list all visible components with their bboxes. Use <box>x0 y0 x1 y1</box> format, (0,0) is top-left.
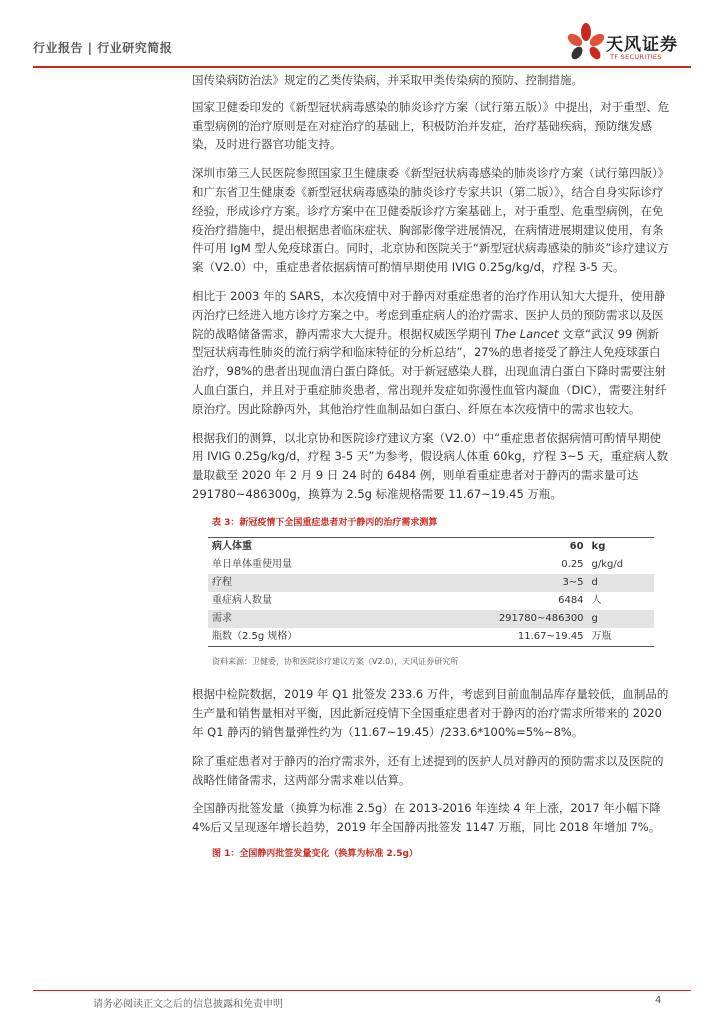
table-source: 资料来源：卫健委，协和医院诊疗建议方案（V2.0），天风证券研究所 <box>212 656 459 666</box>
figure-caption: 图 1：全国静丙批签发量变化（换算为标准 2.5g） <box>212 848 418 859</box>
row-unit: 万瓶 <box>588 628 654 647</box>
logo-flower-icon <box>566 22 606 64</box>
table-row <box>208 537 654 556</box>
row-value: 60 <box>424 537 588 556</box>
row-value: 11.67~19.45 <box>424 628 588 647</box>
row-value: 291780~486300 <box>424 610 588 628</box>
journal-name: The Lancet <box>494 326 559 341</box>
row-label: 疗程 <box>208 574 424 592</box>
header-divider <box>33 66 691 68</box>
row-label: 病人体重 <box>208 537 424 556</box>
brand-logo <box>566 22 696 64</box>
paragraph-7: 除了重症患者对于静丙的治疗需求外，还有上述提到的医护人员对静丙的预防需求以及医院的战略性储备需求，这两部分需求难以估算。 <box>192 753 664 787</box>
table-caption: 表 3：新冠疫情下全国重症患者对于静丙的治疗需求测算 <box>212 517 438 528</box>
table-row <box>208 556 654 574</box>
paragraph-8: 全国静丙批签发量（换算为标准 2.5g）在 2013-2016 年连续 4 年上涨，2017 年小幅下降 4%后又呈现逐年增长趋势，2019 年全国静丙批签发 1147 万瓶，同比 2018 年增加 7%。 <box>192 801 661 835</box>
report-body <box>192 71 670 864</box>
footer-disclaimer: 请务必阅读正文之后的信息披露和免责申明 <box>93 999 283 1010</box>
row-unit: kg <box>588 537 654 556</box>
table-row <box>208 610 654 628</box>
row-label: 单日单体重使用量 <box>212 558 292 570</box>
row-value: 0.25 <box>561 558 584 570</box>
paragraph-3: 深圳市第三人民医院参照国家卫生健康委《新型冠状病毒感染的肺炎诊疗方案（试行第四版）》和广东省卫生健康委《新型冠状病毒感染的肺炎诊疗专家共识（第二版）》，结合自身实际诊疗经验，形成诊疗方案。诊疗方案中在卫健委版诊疗方案基础上，对于重型、危重型病例，在免疫治疗措施中，提出根据患者临床症状、胸部影像学进展情况，在病情进展期建议使用，有条件可用 IgM 型人免疫球蛋白。同时，北京协和医院关于“新型冠状病毒感染的肺炎”诊疗建议方案（V2.0）中，重症患者依据病情可酌情早期使用 IVIG 0.25g/kg/d，疗程 3-5 天。 <box>192 166 670 275</box>
row-value: 3~5 <box>424 574 588 592</box>
table-row <box>208 628 654 647</box>
table-row <box>208 592 654 610</box>
paragraph-1: 国传染病防治法》规定的乙类传染病，并采取甲类传染病的预防、控制措施。 <box>192 73 583 87</box>
paragraph-4-part-2: 文章“武汉 99 例新型冠状病毒性肺炎的流行病学和临床特征的分析总结”，27%的患者接受了静注人免疫球蛋白治疗，98%的患者出现血清白蛋白降低。对于新冠感染人群，出现血清白蛋白下降时需要注射人血白蛋白，并且对于重症肺炎患者，常出现并发症如弥漫性血管内凝血（DIC），需要注射纤原治疗。因此除静丙外，其他治疗性血制品如白蛋白、纤原在本次疫情中的需求也较大。 <box>192 326 667 416</box>
paragraph-4 <box>192 287 670 419</box>
row-value: 6484 <box>558 594 584 606</box>
paragraph-6: 根据中检院数据，2019 年 Q1 批签发 233.6 万件，考虑到目前血制品库存量较低，血制品的生产量和销售量相对平衡，因此新冠疫情下全国重症患者对于静丙的治疗需求所带来的 2020 年 Q1 静丙的销售量弹性约为（11.67~19.45）/233.6*100%=5%~8%。 <box>192 687 669 739</box>
row-unit: 人 <box>591 594 602 606</box>
logo-text-cn: 天风证券 <box>606 35 678 55</box>
paragraph-4-part-1: 相比于 2003 年的 SARS，本次疫情中对于静丙对重症患者的治疗作用认知大大提升，使用静丙治疗已经进入地方诊疗方案之中。考虑到重症病人的治疗需求、医护人员的预防需求以及医院的战略储备需求，静丙需求大大提升。根据权威医学期刊 <box>192 288 666 341</box>
footer-divider <box>33 990 691 991</box>
row-unit: g <box>588 610 654 628</box>
paragraph-5: 根据我们的测算，以北京协和医院诊疗建议方案（V2.0）中“重症患者依据病情可酌情早期使用 IVIG 0.25g/kg/d，疗程 3-5 天”为参考，假设病人体重 60kg，疗程 3~5 天，重症病人数量取截至 2020 年 2 月 9 日 24 时的 6484 例，则单看重症患者对于静丙的需求量可达 291780~486300g，换算为 2.5g 标准规格需要 11.67~19.45 万瓶。 <box>192 430 669 501</box>
row-label: 重症病人数量 <box>212 594 272 606</box>
logo-text-en: TF SECURITIES <box>610 53 662 61</box>
demand-table <box>208 537 654 647</box>
row-unit: g/kg/d <box>591 558 624 570</box>
table-row <box>208 574 654 592</box>
page-number: 4 <box>655 995 662 1006</box>
row-unit: d <box>588 574 654 592</box>
report-category: 行业报告 | 行业研究简报 <box>33 41 173 55</box>
row-label: 瓶数（2.5g 规格） <box>208 628 424 647</box>
row-label: 需求 <box>208 610 424 628</box>
paragraph-2: 国家卫健委印发的《新型冠状病毒感染的肺炎诊疗方案（试行第五版）》中提出，对于重型、危重型病例的治疗原则是在对症治疗的基础上，积极防治并发症，治疗基础疾病，预防继发感染，及时进行器官功能支持。 <box>192 99 670 152</box>
